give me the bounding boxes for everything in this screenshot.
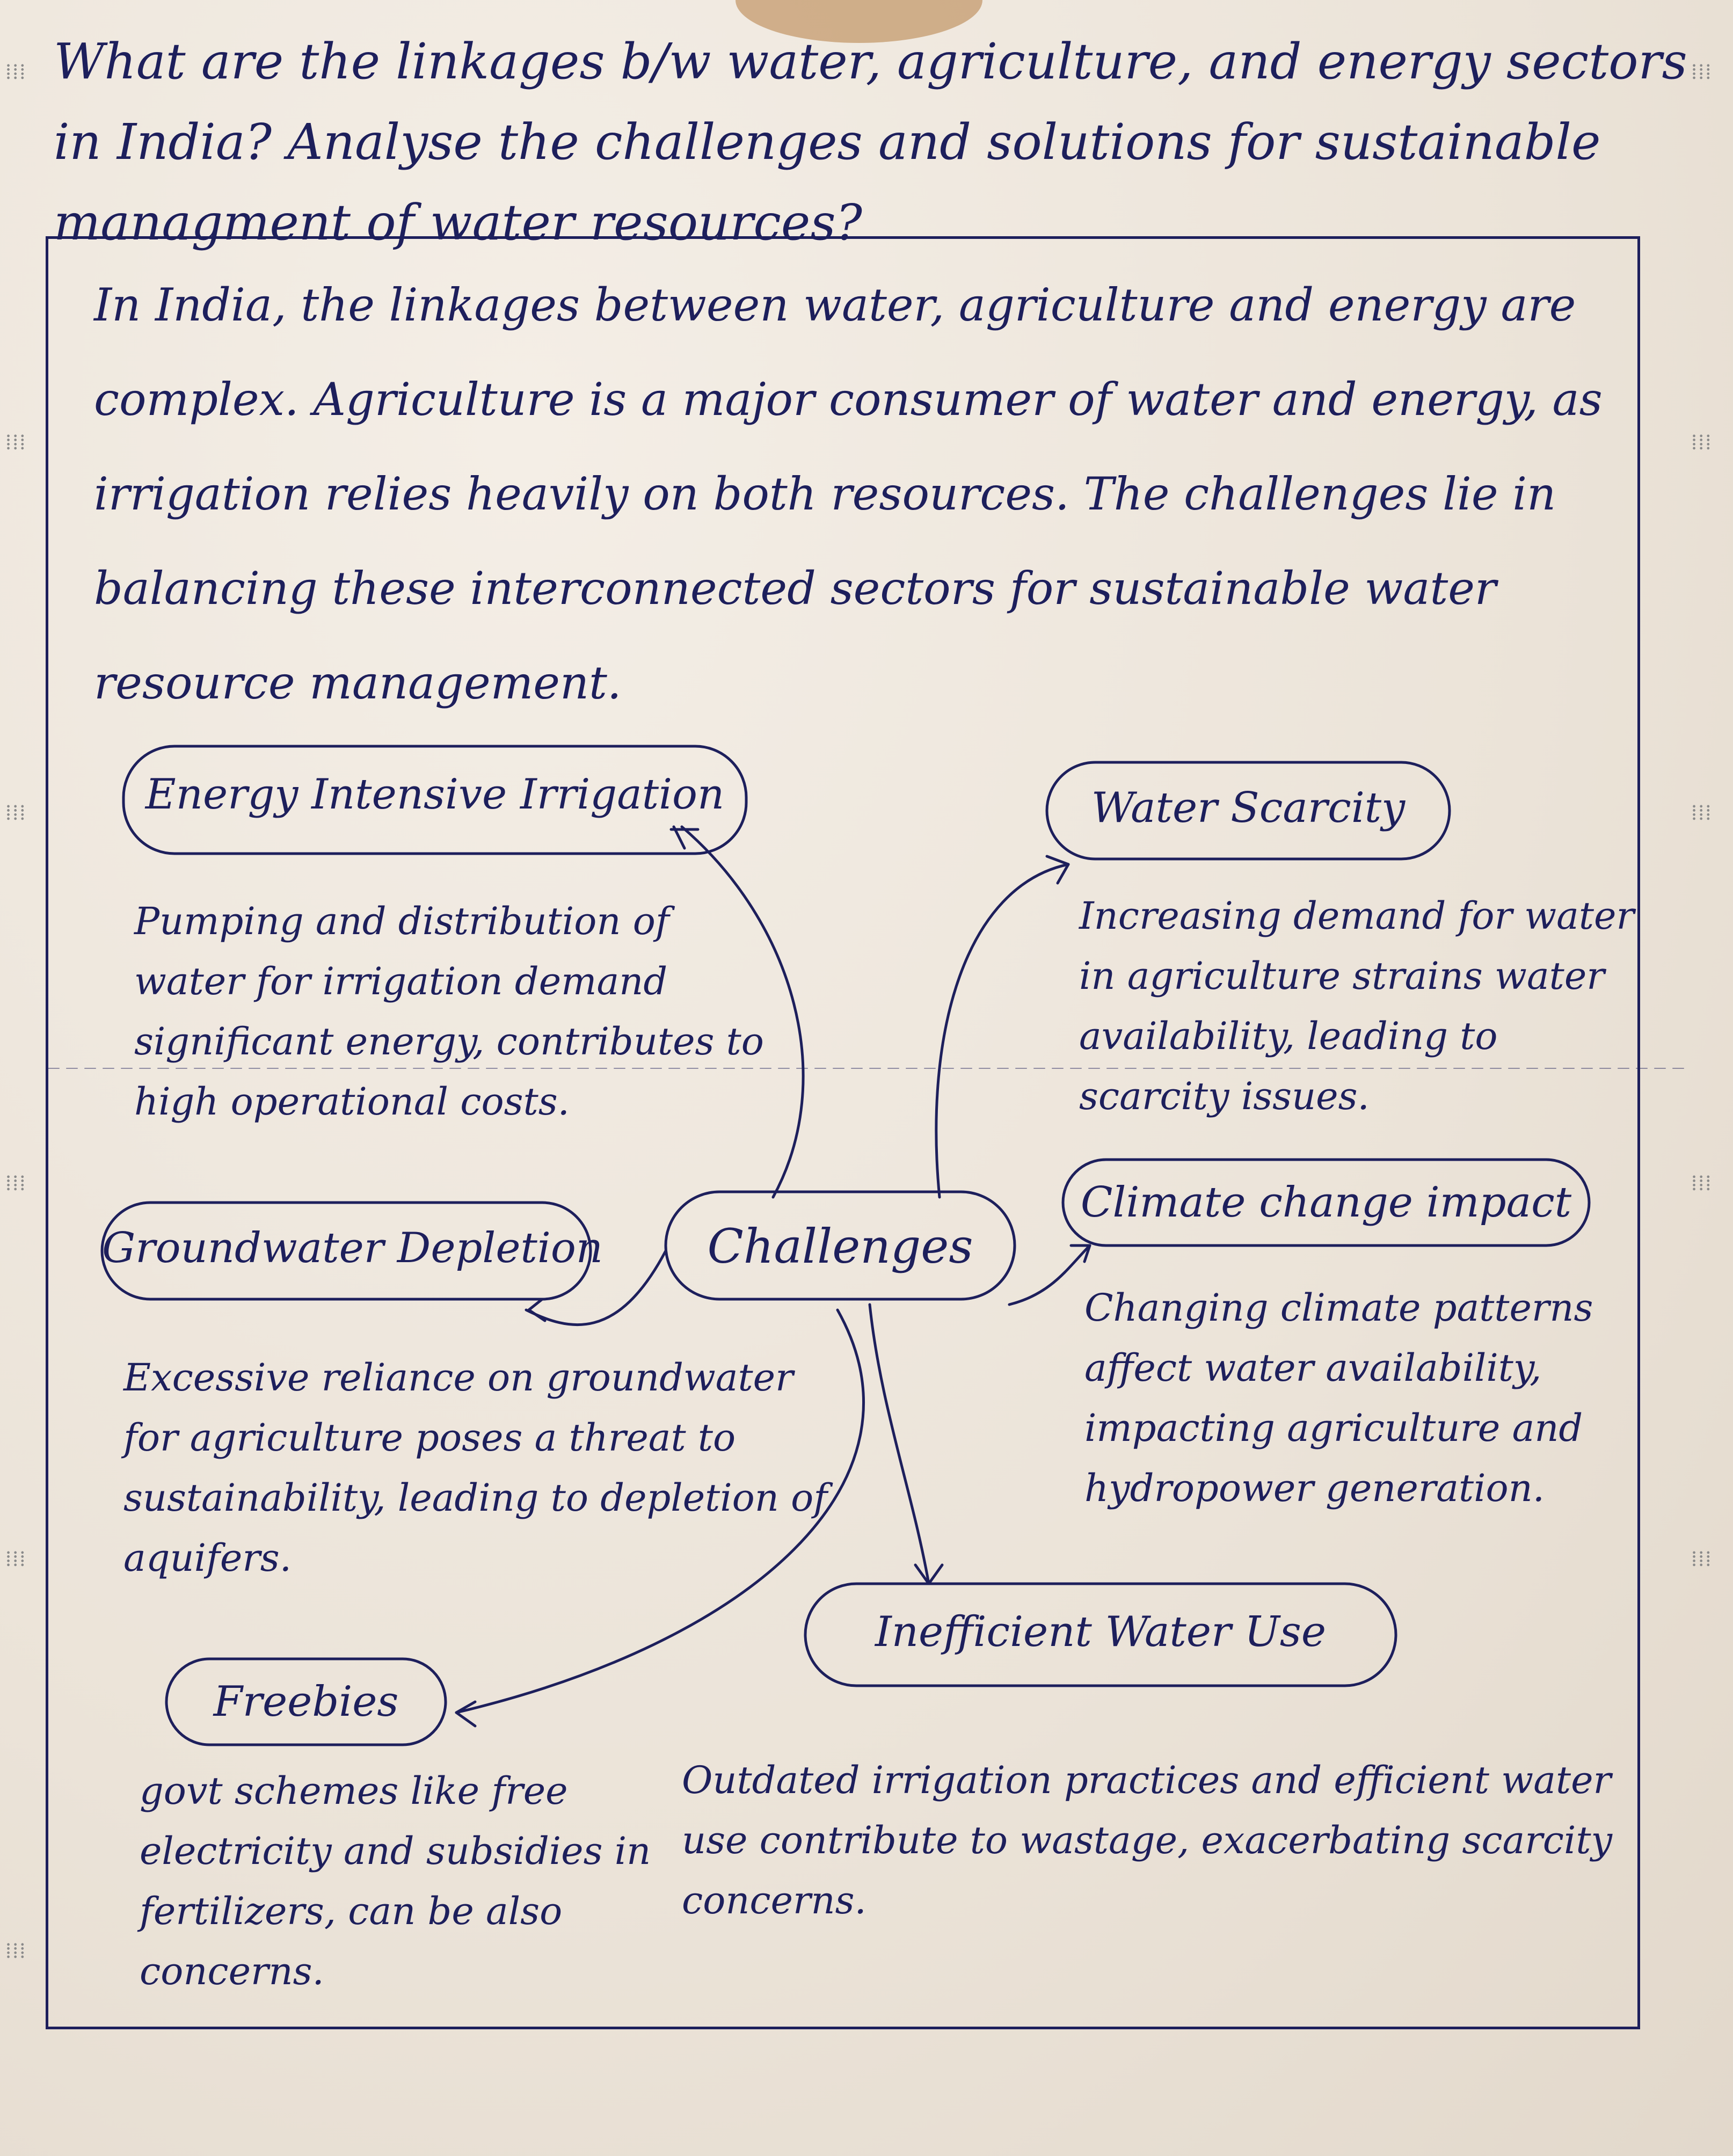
connector bbox=[1009, 1245, 1090, 1305]
node-text-water-scarcity: Increasing demand for water in agriculture strains water availability, leading to scarcity issues. bbox=[1079, 894, 1634, 1118]
right-edge-mark: ⁞⁞⁞ bbox=[1691, 1171, 1713, 1196]
node-text-climate-change-impact: Changing climate patterns affect water availability, impacting agriculture and hydropower generation. bbox=[1084, 1286, 1593, 1510]
node-text-inefficient-water-use: Outdated irrigation practices and efficient water use contribute to wastage, exacerbating scarcity concerns. bbox=[682, 1758, 1613, 1922]
right-edge-mark: ⁞⁞⁞ bbox=[1691, 800, 1713, 825]
left-edge-mark: ⁞⁞⁞ bbox=[5, 800, 27, 825]
left-edge-mark: ⁞⁞⁞ bbox=[5, 1939, 27, 1963]
right-edge-mark: ⁞⁞⁞ bbox=[1691, 60, 1713, 84]
intro-paragraph: In India, the linkages between water, agriculture and energy are complex. Agriculture is a major consumer of water and energy, as irrigation relies heavily on both resources. The challenges lie in balancing these interconnected sectors for sustainable water resource management. bbox=[94, 279, 1603, 709]
node-title-inefficient-water-use: Inefficient Water Use bbox=[875, 1608, 1326, 1656]
right-edge-mark: ⁞⁞⁞ bbox=[1691, 1547, 1713, 1571]
node-text-groundwater-depletion: Excessive reliance on groundwater for agriculture poses a threat to sustainability, leading to depletion of aquifers. bbox=[123, 1356, 828, 1580]
question-text: What are the linkages b/w water, agriculture, and energy sectors in India? Analyse the challenges and solutions for sustainable managment of water resources? bbox=[54, 33, 1687, 251]
node-text-freebies: govt schemes like free electricity and subsidies in fertilizers, can be also concerns. bbox=[140, 1769, 651, 1993]
right-edge-mark: ⁞⁞⁞ bbox=[1691, 430, 1713, 455]
center-node-challenges: Challenges bbox=[707, 1219, 973, 1274]
arrowhead bbox=[456, 1702, 475, 1726]
node-title-climate-change-impact: Climate change impact bbox=[1080, 1178, 1572, 1227]
node-title-energy-intensive-irrigation: Energy Intensive Irrigation bbox=[145, 770, 725, 819]
node-title-water-scarcity: Water Scarcity bbox=[1091, 784, 1406, 832]
connector bbox=[936, 864, 1068, 1197]
left-edge-mark: ⁞⁞⁞ bbox=[5, 1547, 27, 1571]
left-edge-mark: ⁞⁞⁞ bbox=[5, 1171, 27, 1196]
arrowhead bbox=[529, 1299, 545, 1321]
left-edge-mark: ⁞⁞⁞ bbox=[5, 60, 27, 84]
node-title-groundwater-depletion: Groundwater Depletion bbox=[102, 1224, 603, 1272]
left-edge-mark: ⁞⁞⁞ bbox=[5, 430, 27, 455]
connector bbox=[870, 1305, 929, 1584]
node-title-freebies: Freebies bbox=[213, 1678, 399, 1726]
node-text-energy-intensive-irrigation: Pumping and distribution of water for irrigation demand significant energy, contributes to high operational costs. bbox=[134, 899, 764, 1124]
